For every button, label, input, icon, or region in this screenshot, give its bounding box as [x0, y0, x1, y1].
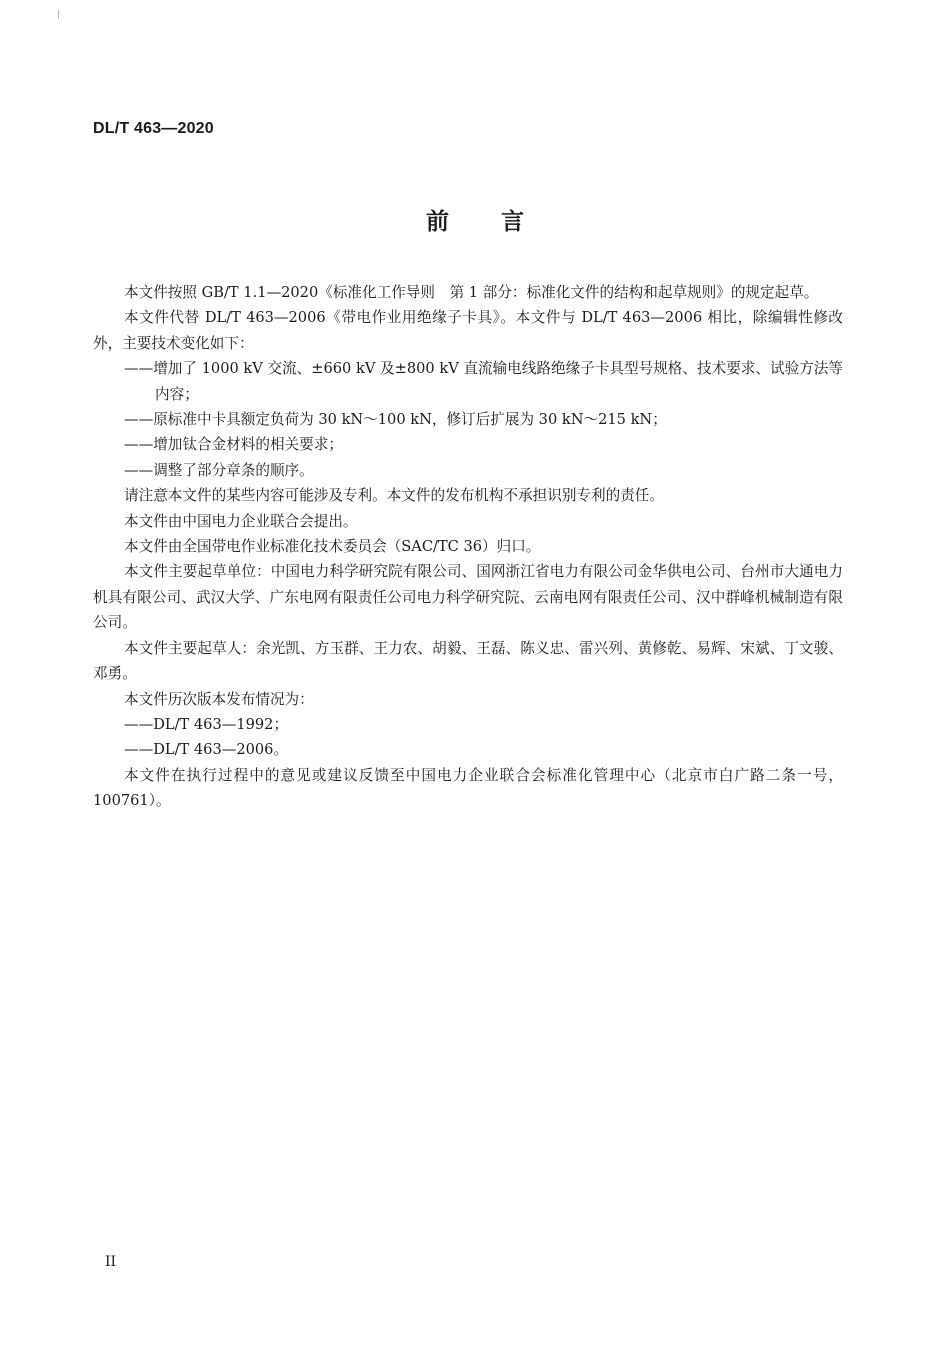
- scan-corner-mark: [58, 10, 59, 19]
- paragraph-replacement: 本文件代替 DL/T 463—2006《带电作业用绝缘子卡具》。本文件与 DL/T 463—2006 相比，除编辑性修改外，主要技术变化如下：: [93, 309, 843, 352]
- paragraph-version-history: 本文件历次版本发布情况为：: [124, 690, 314, 708]
- paragraph-feedback: 本文件在执行过程中的意见或建议反馈至中国电力企业联合会标准化管理中心（北京市白广路二条一号，100761）。: [93, 766, 843, 810]
- paragraph-committee: 本文件由全国带电作业标准化技术委员会（SAC/TC 36）归口。: [124, 538, 541, 556]
- list-item-change-4: ——调整了部分章条的顺序。: [124, 461, 314, 479]
- foreword-body: [93, 280, 843, 814]
- list-item-change-2: ——原标准中卡具额定负荷为 30 kN～100 kN，修订后扩展为 30 kN～215 kN；: [124, 411, 667, 429]
- paragraph-drafters: 本文件主要起草人：余光凯、方玉群、王力农、胡毅、王磊、陈义忠、雷兴列、黄修乾、易辉、宋斌、丁文骏、邓勇。: [93, 639, 843, 683]
- page-number: II: [105, 1254, 117, 1270]
- list-item-version-1992: ——DL/T 463—1992；: [124, 715, 289, 733]
- paragraph-patent-notice: 请注意本文件的某些内容可能涉及专利。本文件的发布机构不承担识别专利的责任。: [124, 487, 664, 505]
- list-item-version-2006: ——DL/T 463—2006。: [124, 741, 289, 759]
- page-title: 前言: [426, 209, 576, 235]
- paragraph-drafting-rules: 本文件按照 GB/T 1.1—2020《标准化工作导则 第 1 部分：标准化文件的结构和起草规则》的规定起草。: [124, 284, 819, 301]
- document-code: DL/T 463—2020: [93, 120, 214, 137]
- paragraph-drafting-units: 本文件主要起草单位：中国电力科学研究院有限公司、国网浙江省电力有限公司金华供电公司、台州市大通电力机具有限公司、武汉大学、广东电网有限责任公司电力科学研究院、云南电网有限责任公司、汉中群峰机械制造有限公司。: [93, 563, 843, 632]
- list-item-change-1: ——增加了 1000 kV 交流、±660 kV 及±800 kV 直流输电线路绝缘子卡具型号规格、技术要求、试验方法等内容；: [124, 360, 843, 403]
- list-item-change-3: ——增加钛合金材料的相关要求；: [124, 436, 343, 454]
- paragraph-proposer: 本文件由中国电力企业联合会提出。: [124, 512, 358, 530]
